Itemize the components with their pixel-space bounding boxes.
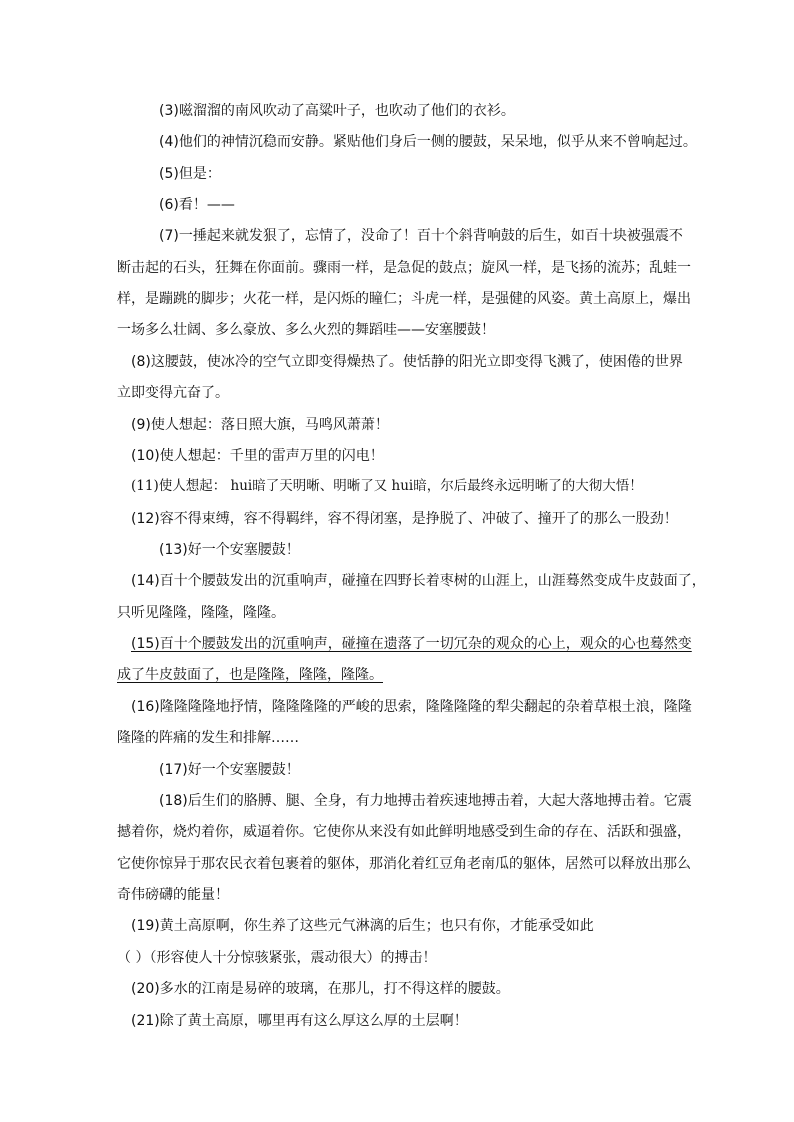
- paragraph-7-line-3: 样，是蹦跳的脚步；火花一样，是闪烁的瞳仁；斗虎一样，是强健的风姿。黄土高原上，爆出: [117, 291, 691, 307]
- paragraph-11: (11)使人想起： hui暗了天明晰、明晰了又 hui暗，尔后最终永远明晰了的大彻大悟！: [131, 478, 643, 494]
- paragraph-3: (3)嗞溜溜的南风吹动了高粱叶子，也吹动了他们的衣衫。: [159, 103, 515, 119]
- paragraph-5: (5)但是：: [159, 166, 221, 182]
- paragraph-20: (20)多水的江南是易碎的玻璃，在那儿，打不得这样的腰鼓。: [131, 981, 510, 997]
- paragraph-16-line-2: 隆隆的阵痛的发生和排解……: [117, 730, 299, 746]
- paragraph-7-line-1: (7)一捶起来就发狠了，忘情了，没命了！百十个斜背响鼓的后生，如百十块被强震不: [159, 228, 683, 244]
- paragraph-18-line-3: 它使你惊异于那农民衣着包裹着的躯体，那消化着红豆角老南瓜的躯体，居然可以释放出那么: [117, 856, 691, 872]
- paragraph-18-line-2: 撼着你，烧灼着你，威逼着你。它使你从来没有如此鲜明地感受到生命的存在、活跃和强盛，: [117, 824, 691, 840]
- paragraph-15-line-1-underlined: (15)百十个腰鼓发出的沉重响声，碰撞在遗落了一切冗杂的观众的心上，观众的心也蓦然变: [131, 636, 692, 652]
- paragraph-19-line-1: (19)黄土高原啊，你生养了这些元气淋漓的后生；也只有你，才能承受如此: [131, 918, 594, 934]
- paragraph-13: (13)好一个安塞腰鼓！: [159, 542, 300, 558]
- paragraph-8-line-1: (8)这腰鼓，使冰冷的空气立即变得燥热了。使恬静的阳光立即变得飞溅了，使困倦的世界: [131, 354, 683, 370]
- paragraph-4: (4)他们的神情沉稳而安静。紧贴他们身后一侧的腰鼓，呆呆地，似乎从来不曾响起过。: [159, 134, 697, 150]
- paragraph-10: (10)使人想起：千里的雷声万里的闪电！: [131, 448, 384, 464]
- paragraph-21: (21)除了黄土高原，哪里再有这么厚这么厚的土层啊！: [131, 1013, 468, 1029]
- paragraph-15-line-2-underlined: 成了牛皮鼓面了，也是隆隆，隆隆，隆隆。: [117, 667, 383, 683]
- paragraph-7-line-4: 一场多么壮阔、多么豪放、多么火烈的舞蹈哇——安塞腰鼓！: [117, 322, 495, 338]
- paragraph-16-line-1: (16)隆隆隆隆地抒情，隆隆隆隆的严峻的思索，隆隆隆隆的犁尖翻起的杂着草根土浪，隆隆: [131, 699, 692, 715]
- paragraph-19-line-2-blank: （ ）（形容使人十分惊骇紧张，震动很大）的搏击！: [117, 950, 437, 966]
- paragraph-9: (9)使人想起：落日照大旗，马鸣风萧萧！: [131, 417, 389, 433]
- paragraph-6: (6)看！——: [159, 197, 235, 213]
- paragraph-14-line-1: (14)百十个腰鼓发出的沉重响声，碰撞在四野长着枣树的山涯上，山涯蓦然变成牛皮鼓面了，: [131, 573, 706, 589]
- paragraph-7-line-2: 断击起的石头，狂舞在你面前。骤雨一样，是急促的鼓点；旋风一样，是飞扬的流苏；乱蛙一: [117, 260, 691, 276]
- paragraph-14-line-2: 只听见隆隆，隆隆，隆隆。: [117, 605, 285, 621]
- paragraph-18-line-4: 奇伟磅礴的能量！: [117, 887, 229, 903]
- paragraph-12: (12)容不得束缚，容不得羁绊，容不得闭塞，是挣脱了、冲破了、撞开了的那么一股劲！: [131, 511, 678, 527]
- paragraph-18-line-1: (18)后生们的胳膊、腿、全身，有力地搏击着疾速地搏击着，大起大落地搏击着。它震: [159, 793, 692, 809]
- paragraph-17: (17)好一个安塞腰鼓！: [159, 762, 300, 778]
- paragraph-8-line-2: 立即变得亢奋了。: [117, 385, 229, 401]
